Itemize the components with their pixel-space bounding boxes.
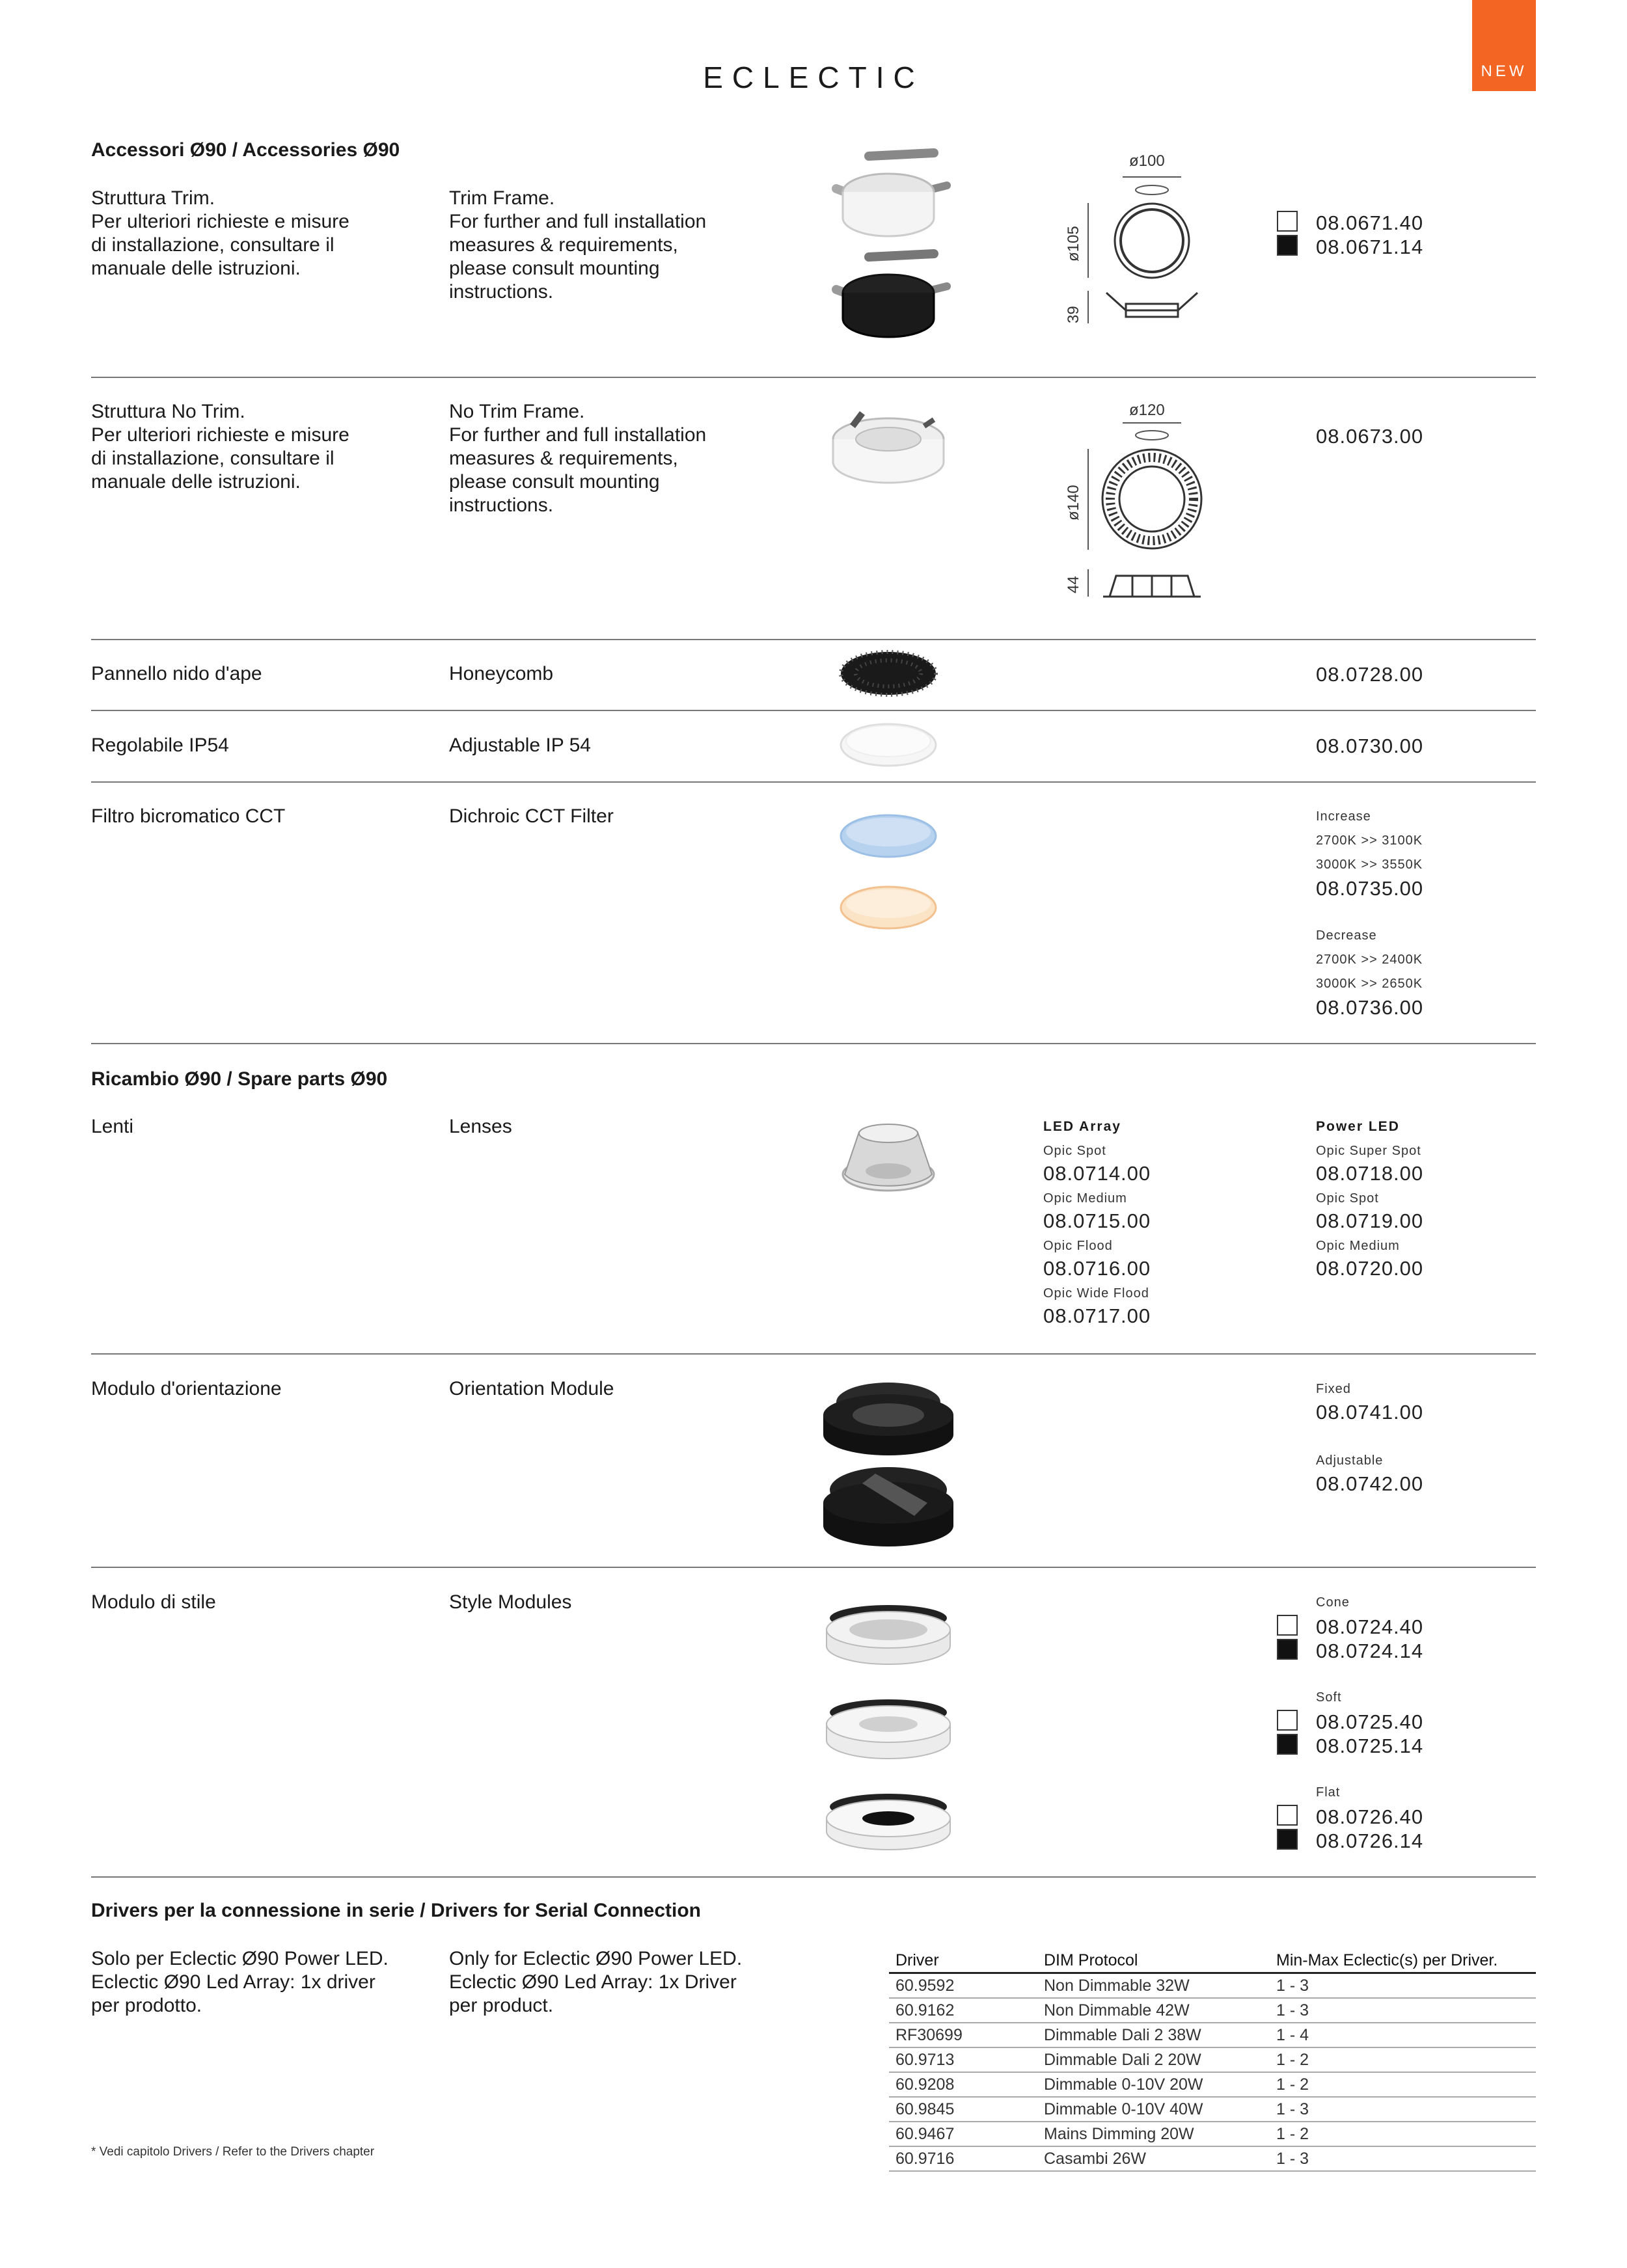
min-max: 1 - 3 (1270, 2097, 1536, 2122)
divider (91, 1876, 1536, 1878)
style-flat-label: Flat (1316, 1785, 1341, 1800)
swatch-black (1277, 235, 1298, 256)
notrim-dim-depth: 44 (1065, 576, 1082, 593)
cct-it: Filtro bicromatico CCT (91, 805, 286, 827)
cct-filters-image (836, 810, 940, 940)
ip54-glass-image (836, 719, 940, 771)
cct-increase-line: 2700K >> 3100K (1316, 833, 1423, 848)
style-modules-image (820, 1594, 957, 1867)
trim-frame-image (814, 140, 963, 355)
led-array-label: Opic Wide Flood (1043, 1286, 1149, 1301)
page-title: ECLECTIC (703, 61, 924, 94)
accessories-heading: Accessori Ø90 / Accessories Ø90 (91, 139, 400, 161)
honeycomb-code: 08.0728.00 (1316, 663, 1424, 686)
style-flat-code-black: 08.0726.14 (1316, 1829, 1424, 1852)
notrim-desc-it: Struttura No Trim. Per ulteriori richieste e misure di installazione, consultare il manuale delle istruzioni. (91, 401, 349, 493)
notrim-dim-outer: ø140 (1065, 485, 1082, 520)
drivers-desc-en: Only for Eclectic Ø90 Power LED. Eclectic Ø90 Led Array: 1x Driver per product. (449, 1948, 743, 2016)
spare-heading: Ricambio Ø90 / Spare parts Ø90 (91, 1068, 388, 1090)
notrim-desc-en: No Trim Frame. For further and full installation measures & requirements, please consult mounting instructions. (449, 401, 707, 516)
dim-protocol: Dimmable Dali 2 20W (1037, 2047, 1270, 2072)
cct-decrease-label: Decrease (1316, 928, 1377, 943)
divider (91, 377, 1536, 378)
cct-decrease-line: 3000K >> 2650K (1316, 977, 1423, 991)
orientation-fixed-code: 08.0741.00 (1316, 1401, 1424, 1424)
orientation-it: Modulo d'orientazione (91, 1378, 282, 1399)
cct-increase-line: 3000K >> 3550K (1316, 857, 1423, 872)
table-row (889, 1998, 1536, 2023)
driver-code: 60.9845 (889, 2097, 1037, 2122)
column-header: Min-Max Eclectic(s) per Driver. (1270, 1949, 1536, 1973)
cct-increase-label: Increase (1316, 809, 1371, 824)
led-array-code: 08.0717.00 (1043, 1304, 1151, 1327)
divider (91, 1043, 1536, 1044)
led-array-code: 08.0715.00 (1043, 1209, 1151, 1232)
divider (91, 1353, 1536, 1355)
driver-code: 60.9467 (889, 2122, 1037, 2146)
style-cone-label: Cone (1316, 1595, 1350, 1610)
new-badge: NEW (1472, 0, 1536, 91)
drivers-table (889, 1949, 1536, 2172)
trim-dim-outer: ø105 (1065, 226, 1082, 262)
driver-code: 60.9208 (889, 2072, 1037, 2097)
table-row (889, 2097, 1536, 2122)
ip54-en: Adjustable IP 54 (449, 735, 591, 756)
style-en: Style Modules (449, 1591, 572, 1613)
swatch-white (1277, 1710, 1298, 1731)
style-it: Modulo di stile (91, 1591, 216, 1613)
driver-code: 60.9592 (889, 1973, 1037, 1999)
notrim-frame-image (814, 394, 963, 498)
drivers-desc-it: Solo per Eclectic Ø90 Power LED. Eclectic Ø90 Led Array: 1x driver per prodotto. (91, 1948, 389, 2016)
table-row (889, 1973, 1536, 1999)
style-flat-code-white: 08.0726.40 (1316, 1805, 1424, 1828)
power-led-code: 08.0718.00 (1316, 1162, 1424, 1185)
footnote: * Vedi capitolo Drivers / Refer to the Drivers chapter (91, 2145, 375, 2159)
power-led-code: 08.0720.00 (1316, 1257, 1424, 1280)
swatch-black (1277, 1829, 1298, 1850)
lenses-it: Lenti (91, 1116, 134, 1137)
trim-desc-it: Struttura Trim. Per ulteriori richieste e misure di installazione, consultare il manuale delle istruzioni. (91, 187, 349, 279)
orientation-module-image (817, 1363, 960, 1552)
trim-technical-drawing (1087, 170, 1217, 330)
style-soft-code-white: 08.0725.40 (1316, 1710, 1424, 1733)
divider (91, 710, 1536, 711)
notrim-dim-diameter: ø120 (1129, 401, 1165, 419)
lenses-en: Lenses (449, 1116, 512, 1137)
min-max: 1 - 3 (1270, 1998, 1536, 2023)
table-row (889, 2047, 1536, 2072)
divider (91, 639, 1536, 640)
driver-code: 60.9713 (889, 2047, 1037, 2072)
power-led-label: Opic Spot (1316, 1191, 1379, 1206)
ip54-it: Regolabile IP54 (91, 735, 229, 756)
swatch-black (1277, 1639, 1298, 1660)
table-row (889, 2023, 1536, 2047)
led-array-code: 08.0716.00 (1043, 1257, 1151, 1280)
power-led-code: 08.0719.00 (1316, 1209, 1424, 1232)
min-max: 1 - 2 (1270, 2122, 1536, 2146)
notrim-technical-drawing (1087, 420, 1217, 602)
led-array-code: 08.0714.00 (1043, 1162, 1151, 1185)
table-row (889, 2146, 1536, 2171)
dim-protocol: Mains Dimming 20W (1037, 2122, 1270, 2146)
power-led-label: Opic Medium (1316, 1239, 1400, 1253)
driver-code: RF30699 (889, 2023, 1037, 2047)
dim-protocol: Dimmable 0-10V 20W (1037, 2072, 1270, 2097)
ip54-code: 08.0730.00 (1316, 735, 1424, 757)
drivers-heading: Drivers per la connessione in serie / Drivers for Serial Connection (91, 1900, 702, 1921)
honeycomb-it: Pannello nido d'ape (91, 663, 262, 684)
dim-protocol: Dimmable Dali 2 38W (1037, 2023, 1270, 2047)
table-header-row (889, 1949, 1536, 1973)
dim-protocol: Casambi 26W (1037, 2146, 1270, 2171)
min-max: 1 - 4 (1270, 2023, 1536, 2047)
driver-code: 60.9716 (889, 2146, 1037, 2171)
trim-desc-en: Trim Frame. For further and full installation measures & requirements, please consult mounting instructions. (449, 187, 707, 303)
min-max: 1 - 3 (1270, 1973, 1536, 1999)
notrim-code: 08.0673.00 (1316, 425, 1424, 448)
min-max: 1 - 3 (1270, 2146, 1536, 2171)
trim-code-black: 08.0671.14 (1316, 236, 1424, 258)
style-cone-code-black: 08.0724.14 (1316, 1640, 1424, 1662)
orientation-adjustable-label: Adjustable (1316, 1453, 1384, 1468)
style-cone-code-white: 08.0724.40 (1316, 1615, 1424, 1638)
swatch-black (1277, 1734, 1298, 1755)
honeycomb-en: Honeycomb (449, 663, 554, 684)
led-array-label: Opic Spot (1043, 1144, 1106, 1158)
divider (91, 1567, 1536, 1568)
orientation-fixed-label: Fixed (1316, 1382, 1351, 1396)
style-soft-label: Soft (1316, 1690, 1342, 1705)
power-led-label: Opic Super Spot (1316, 1144, 1421, 1158)
swatch-white (1277, 1615, 1298, 1636)
trim-dim-diameter: ø100 (1129, 152, 1165, 170)
min-max: 1 - 2 (1270, 2047, 1536, 2072)
column-header: DIM Protocol (1037, 1949, 1270, 1973)
power-led-title: Power LED (1316, 1119, 1400, 1134)
style-soft-code-black: 08.0725.14 (1316, 1735, 1424, 1757)
cct-decrease-code: 08.0736.00 (1316, 996, 1424, 1019)
column-header: Driver (889, 1949, 1037, 1973)
dim-protocol: Non Dimmable 32W (1037, 1973, 1270, 1999)
dim-protocol: Non Dimmable 42W (1037, 1998, 1270, 2023)
dim-protocol: Dimmable 0-10V 40W (1037, 2097, 1270, 2122)
divider (91, 781, 1536, 783)
min-max: 1 - 2 (1270, 2072, 1536, 2097)
led-array-title: LED Array (1043, 1119, 1121, 1134)
cct-increase-code: 08.0735.00 (1316, 877, 1424, 900)
honeycomb-image (836, 647, 940, 699)
cct-decrease-line: 2700K >> 2400K (1316, 952, 1423, 967)
trim-code-white: 08.0671.40 (1316, 211, 1424, 234)
orientation-adjustable-code: 08.0742.00 (1316, 1472, 1424, 1495)
orientation-en: Orientation Module (449, 1378, 614, 1399)
trim-dim-depth: 39 (1065, 306, 1082, 323)
driver-code: 60.9162 (889, 1998, 1037, 2023)
led-array-label: Opic Flood (1043, 1239, 1113, 1253)
swatch-white (1277, 211, 1298, 232)
table-row (889, 2122, 1536, 2146)
cct-en: Dichroic CCT Filter (449, 805, 614, 827)
table-row (889, 2072, 1536, 2097)
swatch-white (1277, 1805, 1298, 1826)
led-array-label: Opic Medium (1043, 1191, 1127, 1206)
lens-image (840, 1119, 937, 1197)
